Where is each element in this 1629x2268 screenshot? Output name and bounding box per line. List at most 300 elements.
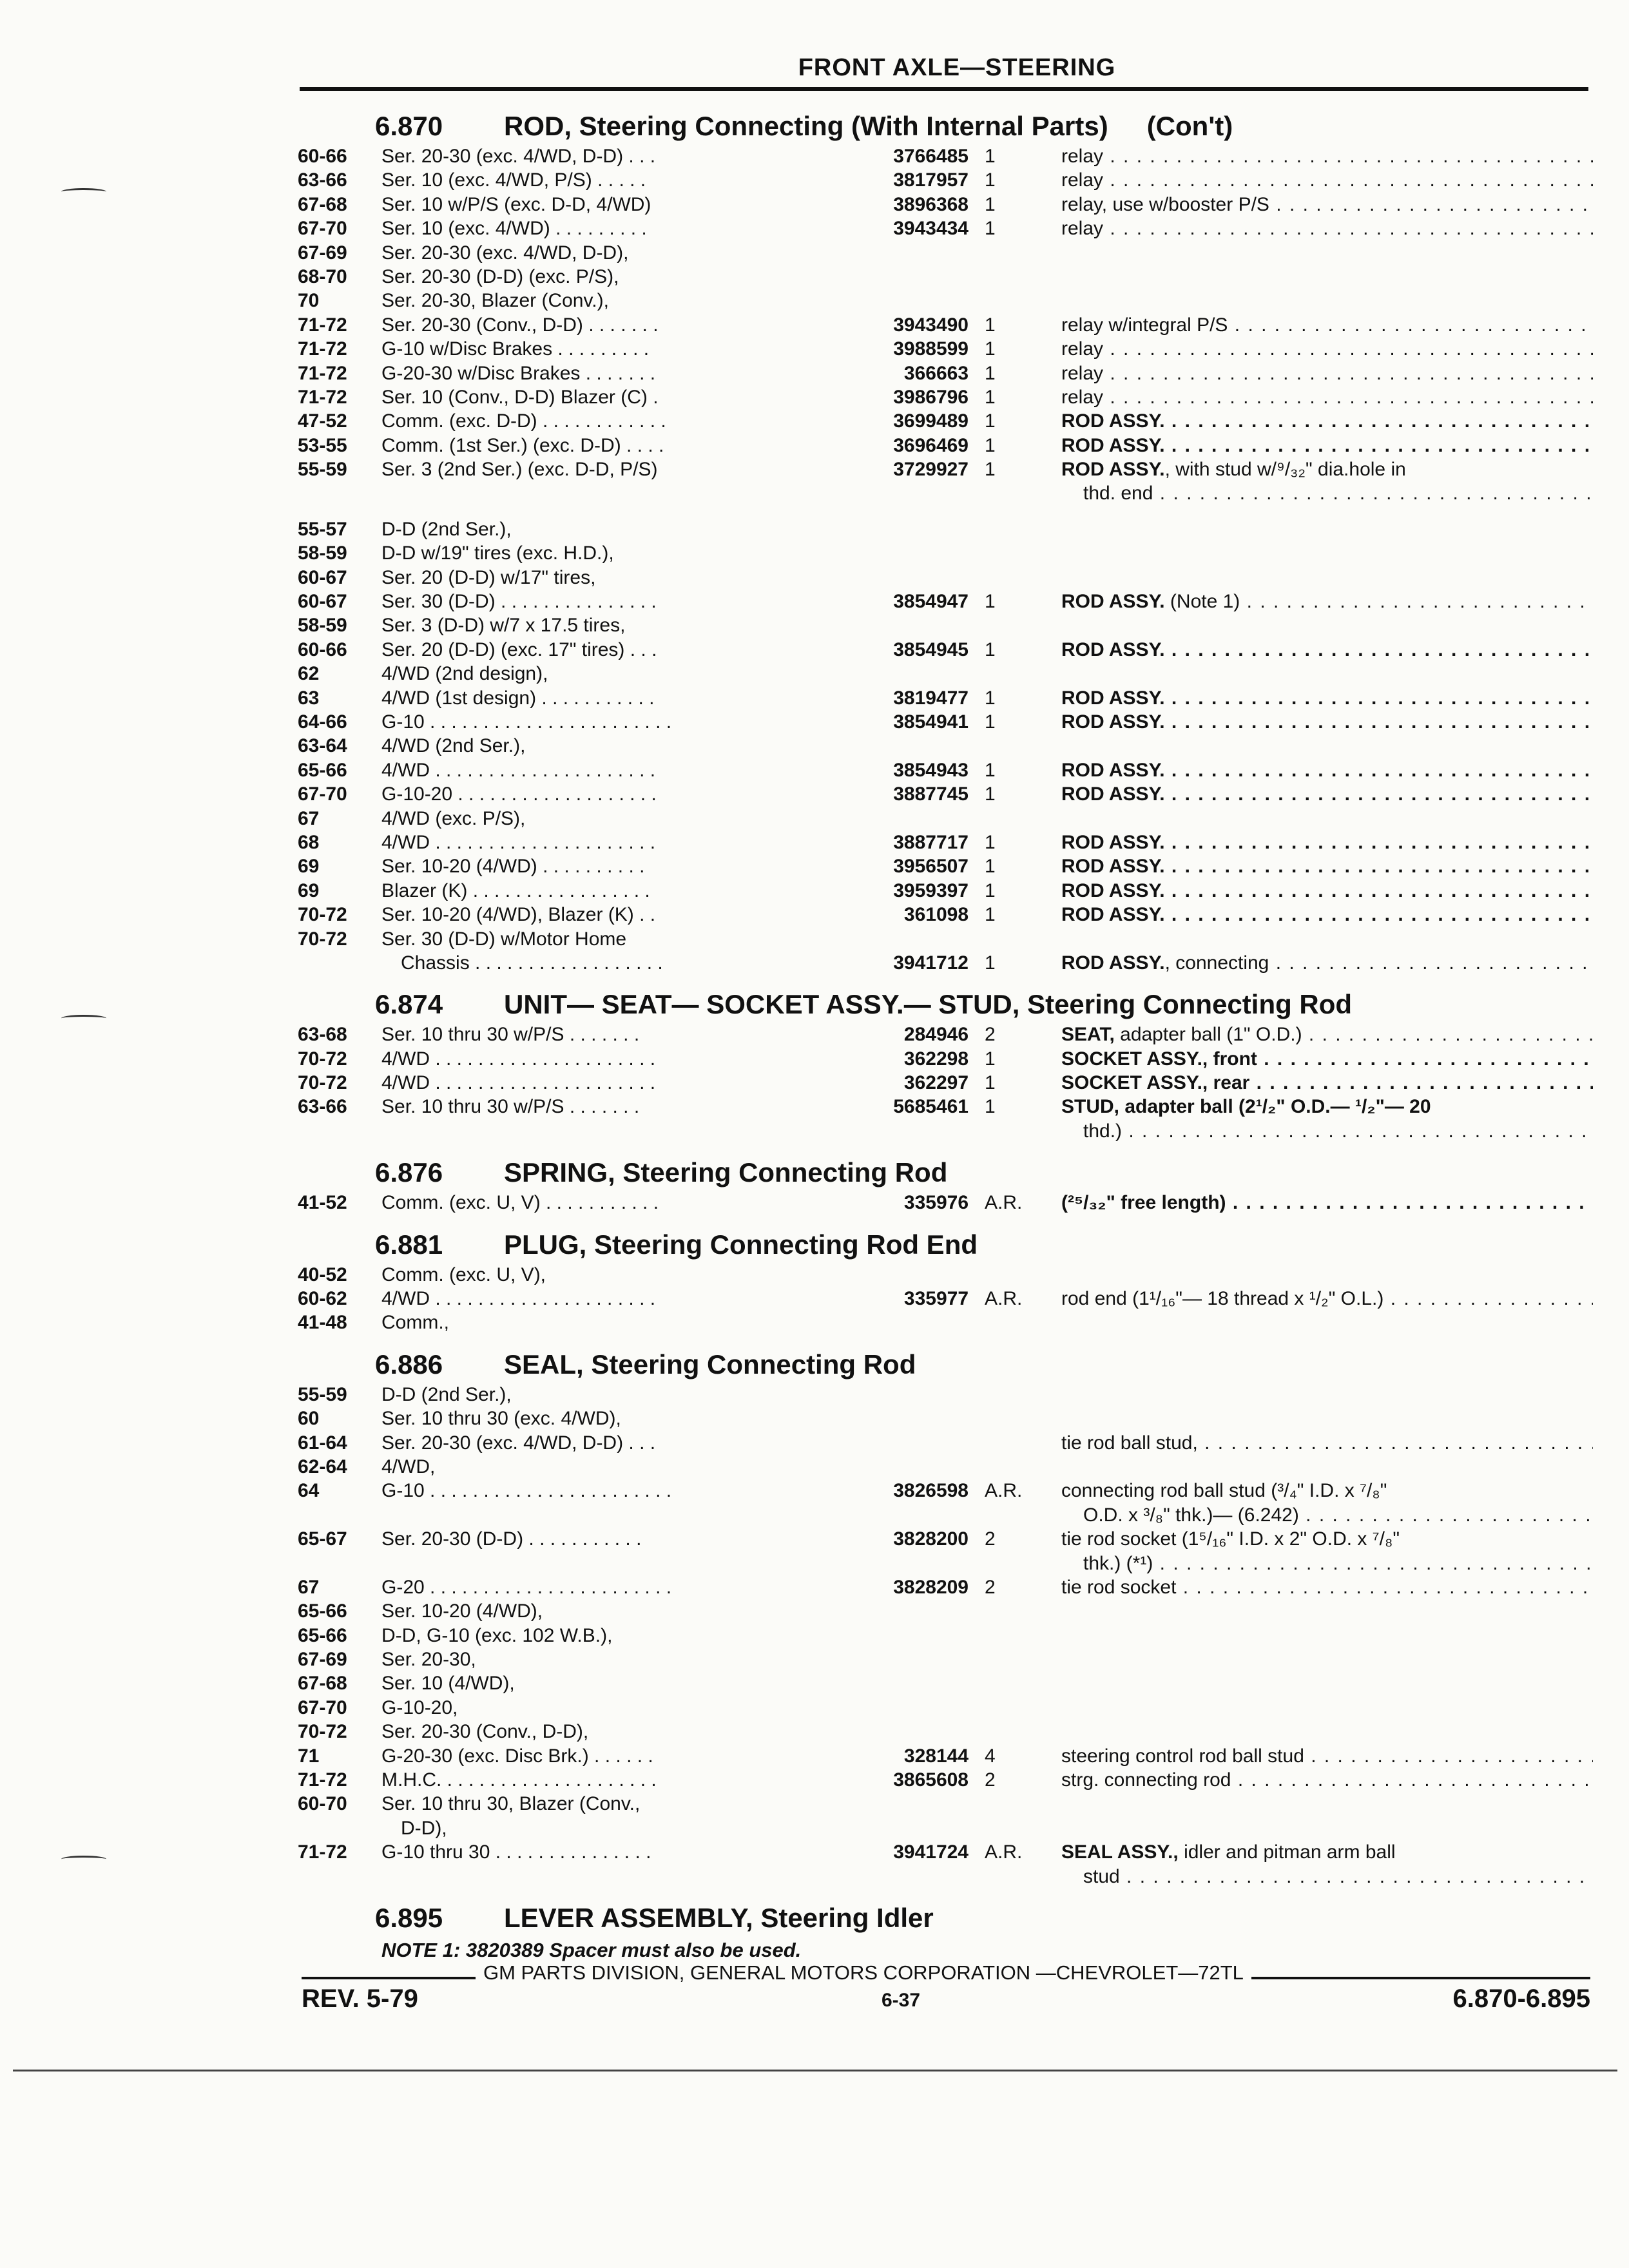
remark-text: ROD ASSY., with stud w/⁹/₃₂" dia.hole in: [1061, 459, 1406, 481]
parts-row: [298, 541, 1593, 565]
model-years: 71-72: [298, 314, 347, 336]
parts-row: [298, 385, 1593, 409]
part-number: 3988599: [813, 337, 969, 361]
parts-row: [298, 241, 1593, 265]
model-years: 62: [298, 663, 320, 685]
part-number: 284946: [813, 1023, 969, 1046]
model-years: 67-68: [298, 1673, 347, 1695]
application-description: G-10 . . . . . . . . . . . . . . . . . . . . . . .: [381, 711, 672, 733]
parts-row: [298, 517, 1593, 541]
parts-row: [298, 854, 1593, 878]
application-description: 4/WD (1st design) . . . . . . . . . . .: [381, 687, 655, 709]
application-description: G-20 . . . . . . . . . . . . . . . . . . . . . . .: [381, 1576, 672, 1598]
quantity: 1: [985, 1096, 996, 1118]
model-years: 67-70: [298, 783, 347, 805]
application-description: Comm. (exc. U, V),: [381, 1264, 546, 1285]
parts-row: [298, 638, 1593, 662]
section-heading: [375, 1347, 1593, 1383]
quantity: 1: [985, 338, 996, 360]
model-years: 60-62: [298, 1288, 347, 1310]
part-number: 3854941: [813, 710, 969, 734]
quantity: 4: [985, 1745, 996, 1767]
application-description: D-D (2nd Ser.),: [381, 518, 512, 540]
section-title: PLUG, Steering Connecting Rod End: [504, 1229, 978, 1260]
quantity: 1: [985, 904, 996, 926]
parts-row: [298, 168, 1593, 192]
model-years: 67-70: [298, 218, 347, 240]
remark-text: ROD ASSY. . . .: [1061, 854, 1593, 878]
remark-text: ROD ASSY. . . .: [1061, 434, 1593, 457]
quantity: 1: [985, 783, 996, 805]
section-title: SEAL, Steering Connecting Rod: [504, 1349, 916, 1379]
section-number: 6.874: [375, 989, 443, 1020]
model-years: 64-66: [298, 711, 347, 733]
remark-emphasis: ROD ASSY.: [1061, 591, 1165, 613]
remark-text: ROD ASSY. . . .: [1061, 686, 1593, 710]
model-years: 47-52: [298, 410, 347, 432]
application-description: M.H.C. . . . . . . . . . . . . . . . . . . . .: [381, 1769, 657, 1791]
part-number: 3943490: [813, 313, 969, 337]
application-description: 4/WD . . . . . . . . . . . . . . . . . . . . .: [381, 1288, 656, 1310]
model-years: 65-66: [298, 1624, 347, 1646]
part-number: 3826598: [813, 1479, 969, 1503]
quantity: 1: [985, 146, 996, 167]
part-number: 366663: [813, 361, 969, 385]
model-years: 60-67: [298, 591, 347, 613]
footer-rule-right: [1251, 1977, 1590, 1979]
section-title: SPRING, Steering Connecting Rod: [504, 1157, 948, 1188]
parts-row: [298, 1575, 1593, 1599]
remark-text: SEAT, adapter ball (1" O.D.) . . .: [1061, 1023, 1593, 1046]
part-number: 3887717: [813, 831, 969, 854]
model-years: 71-72: [298, 1841, 347, 1863]
application-description: D-D),: [401, 1817, 447, 1839]
parts-row: [298, 1624, 1593, 1648]
part-number: 5685461: [813, 1095, 969, 1119]
remark-text: ROD ASSY. . . .: [1061, 710, 1593, 734]
section-gap: [298, 1143, 1593, 1155]
model-years: 67-68: [298, 193, 347, 215]
application-description: Ser. 10 thru 30 w/P/S . . . . . . .: [381, 1024, 640, 1046]
part-number: 3817957: [813, 168, 969, 192]
model-years: 67: [298, 807, 320, 829]
application-description: 4/WD (2nd design),: [381, 663, 548, 685]
model-years: 61-64: [298, 1432, 347, 1454]
model-years: 55-57: [298, 518, 347, 540]
parts-row: [298, 613, 1593, 637]
parts-row: [298, 144, 1593, 168]
header-rule: [300, 87, 1588, 91]
part-number: 3696469: [813, 434, 969, 457]
model-years: 62-64: [298, 1456, 347, 1477]
application-description: Ser. 30 (D-D) . . . . . . . . . . . . . . .: [381, 591, 657, 613]
remark-text: relay . . .: [1061, 337, 1593, 361]
part-number: 3828200: [813, 1527, 969, 1551]
quantity: 2: [985, 1528, 996, 1550]
application-description: Ser. 20-30 (exc. 4/WD, D-D),: [381, 242, 629, 264]
section-number: 6.876: [375, 1157, 443, 1188]
quantity: 1: [985, 1072, 996, 1094]
part-number: 3959397: [813, 879, 969, 903]
model-years: 60-66: [298, 146, 347, 167]
parts-row: [298, 782, 1593, 806]
parts-row: [298, 1792, 1593, 1816]
quantity: A.R.: [985, 1480, 1023, 1502]
parts-row: [298, 1047, 1593, 1071]
remark-emphasis: ROD ASSY.: [1061, 459, 1165, 481]
model-years: 71-72: [298, 338, 347, 360]
model-years: 69: [298, 879, 320, 901]
remark-text: ROD ASSY. . . .: [1061, 758, 1593, 782]
application-description: 4/WD . . . . . . . . . . . . . . . . . . . . .: [381, 759, 656, 781]
application-description: G-10-20,: [381, 1696, 458, 1718]
parts-row: [298, 1479, 1593, 1503]
model-years: 69: [298, 856, 320, 878]
quantity: 1: [985, 879, 996, 901]
model-years: 65-67: [298, 1528, 347, 1550]
remark-text: rod end (1¹/₁₆"— 18 thread x ¹/₂" O.L.) . . .: [1061, 1287, 1593, 1311]
application-description: Ser. 20-30 (exc. 4/WD, D-D) . . .: [381, 146, 656, 167]
application-description: 4/WD,: [381, 1456, 436, 1477]
parts-row: [298, 337, 1593, 361]
parts-row: [298, 590, 1593, 613]
remark-text: SOCKET ASSY., front . . .: [1061, 1047, 1593, 1071]
quantity: A.R.: [985, 1841, 1023, 1863]
application-description: Ser. 10 w/P/S (exc. D-D, 4/WD): [381, 193, 651, 215]
page-header: [300, 54, 1588, 91]
model-years: 58-59: [298, 543, 347, 564]
part-number: 3854943: [813, 758, 969, 782]
model-years: 41-52: [298, 1192, 347, 1214]
part-number: 3854945: [813, 638, 969, 662]
margin-mark: [61, 1856, 106, 1863]
remark-text: ROD ASSY. (Note 1) . . .: [1061, 590, 1593, 613]
section-heading: [375, 108, 1593, 144]
section-heading: [375, 1227, 1593, 1263]
part-number: 3887745: [813, 782, 969, 806]
model-years: 71-72: [298, 1769, 347, 1791]
remark-text: relay . . .: [1061, 385, 1593, 409]
remark-text: relay . . .: [1061, 361, 1593, 385]
model-years: 67-70: [298, 1696, 347, 1718]
remark-text: strg. connecting rod . . .: [1061, 1768, 1593, 1792]
parts-row: [298, 1287, 1593, 1311]
footer-rule-left: [302, 1977, 476, 1979]
application-description: Comm. (1st Ser.) (exc. D-D) . . . .: [381, 434, 664, 456]
remark-text: ROD ASSY. . . .: [1061, 782, 1593, 806]
remark-text: ROD ASSY., connecting . . .: [1061, 951, 1593, 975]
part-number: 3865608: [813, 1768, 969, 1792]
quantity: 1: [985, 169, 996, 191]
model-years: 68: [298, 831, 320, 853]
part-number: 335976: [813, 1191, 969, 1215]
parts-row: [298, 361, 1593, 385]
quantity: 1: [985, 952, 996, 974]
parts-row: [298, 1671, 1593, 1695]
application-description: Ser. 3 (2nd Ser.) (exc. D-D, P/S): [381, 459, 658, 481]
parts-row: [298, 807, 1593, 831]
part-number: 3943434: [813, 216, 969, 240]
application-description: 4/WD (exc. P/S),: [381, 807, 526, 829]
quantity: A.R.: [985, 1192, 1023, 1214]
parts-row: [298, 1191, 1593, 1215]
model-years: 67-69: [298, 242, 347, 264]
remark-emphasis: ROD ASSY.: [1061, 952, 1165, 974]
remark-text: relay, use w/booster P/S . . .: [1061, 193, 1593, 216]
quantity: A.R.: [985, 1288, 1023, 1310]
application-description: G-10-20 . . . . . . . . . . . . . . . . . . .: [381, 783, 657, 805]
parts-row: [298, 1552, 1593, 1575]
quantity: 2: [985, 1024, 996, 1046]
parts-row: [298, 879, 1593, 903]
application-description: G-20-30 w/Disc Brakes . . . . . . .: [381, 362, 656, 384]
section-gap: [298, 1335, 1593, 1347]
remark-text: relay . . .: [1061, 144, 1593, 168]
section-number: 6.870: [375, 111, 443, 141]
model-years: 70: [298, 290, 320, 312]
application-description: Ser. 10 (exc. 4/WD) . . . . . . . . .: [381, 218, 647, 240]
parts-row: [298, 1744, 1593, 1768]
row-gap: [298, 506, 1593, 517]
application-description: D-D, G-10 (exc. 102 W.B.),: [381, 1624, 613, 1646]
part-number: 361098: [813, 903, 969, 927]
application-description: Ser. 20-30, Blazer (Conv.),: [381, 290, 609, 312]
margin-mark: [61, 1015, 106, 1022]
quantity: 1: [985, 218, 996, 240]
model-years: 70-72: [298, 1048, 347, 1070]
parts-row: [298, 566, 1593, 590]
application-description: Ser. 10-20 (4/WD),: [381, 1600, 543, 1622]
quantity: 1: [985, 410, 996, 432]
quantity: 1: [985, 459, 996, 481]
application-description: Ser. 20-30 (Conv., D-D),: [381, 1721, 589, 1743]
model-years: 65-66: [298, 759, 347, 781]
quantity: 2: [985, 1576, 996, 1598]
model-years: 63-66: [298, 169, 347, 191]
model-years: 70-72: [298, 1072, 347, 1094]
application-description: 4/WD (2nd Ser.),: [381, 735, 526, 757]
model-years: 60-70: [298, 1793, 347, 1815]
application-description: Ser. 10 thru 30, Blazer (Conv.,: [381, 1793, 641, 1815]
part-number: 328144: [813, 1744, 969, 1768]
part-number: 3854947: [813, 590, 969, 613]
parts-row: [298, 1840, 1593, 1864]
application-description: Ser. 10-20 (4/WD), Blazer (K) . .: [381, 904, 656, 926]
application-description: Ser. 20 (D-D) (exc. 17" tires) . . .: [381, 639, 657, 660]
model-years: 60-67: [298, 566, 347, 588]
application-description: Ser. 10 (4/WD),: [381, 1673, 515, 1695]
part-number: 3819477: [813, 686, 969, 710]
quantity: 1: [985, 711, 996, 733]
application-description: Ser. 20-30 (exc. 4/WD, D-D) . . .: [381, 1432, 656, 1454]
model-years: 63-68: [298, 1024, 347, 1046]
remark-text: ROD ASSY. . . .: [1061, 409, 1593, 433]
application-description: Comm.,: [381, 1312, 449, 1334]
remark-text: connecting rod ball stud (³/₄" I.D. x ⁷/₈": [1061, 1480, 1387, 1502]
model-years: 68-70: [298, 265, 347, 287]
footer-corporation: GM PARTS DIVISION, GENERAL MOTORS CORPORATION —CHEVROLET—72TL: [483, 1961, 1244, 1984]
parts-row: [298, 1311, 1593, 1334]
model-years: 65-66: [298, 1600, 347, 1622]
remark-text: relay w/integral P/S . . .: [1061, 313, 1593, 337]
application-description: Ser. 10 (exc. 4/WD, P/S) . . . . .: [381, 169, 646, 191]
model-years: 71-72: [298, 362, 347, 384]
parts-row: [298, 1503, 1593, 1527]
part-number: 3956507: [813, 854, 969, 878]
parts-row: [298, 265, 1593, 289]
parts-row: [298, 289, 1593, 312]
model-years: 64: [298, 1480, 320, 1502]
application-description: Blazer (K) . . . . . . . . . . . . . . . . .: [381, 879, 650, 901]
remark-text: SOCKET ASSY., rear . . .: [1061, 1071, 1593, 1095]
section-gap: [298, 975, 1593, 986]
continued-label: (Con't): [1146, 111, 1233, 141]
remark-text: thd. end . . .: [1061, 481, 1593, 505]
model-years: 70-72: [298, 1721, 347, 1743]
page-number: 6-37: [882, 1990, 921, 2011]
application-description: Ser. 20-30 (D-D) (exc. P/S),: [381, 265, 619, 287]
parts-row: [298, 1768, 1593, 1792]
remark-text: ROD ASSY. . . .: [1061, 638, 1593, 662]
quantity: 2: [985, 1769, 996, 1791]
quantity: 1: [985, 687, 996, 709]
application-description: Ser. 20-30 (Conv., D-D) . . . . . . .: [381, 314, 659, 336]
quantity: 1: [985, 362, 996, 384]
model-years: 63: [298, 687, 320, 709]
remark-text: tie rod socket (1⁵/₁₆" I.D. x 2" O.D. x ⁷/₈": [1061, 1528, 1400, 1550]
quantity: 1: [985, 434, 996, 456]
remark-text: relay . . .: [1061, 168, 1593, 192]
application-description: Ser. 10 (Conv., D-D) Blazer (C) .: [381, 386, 659, 408]
parts-row: [298, 1407, 1593, 1430]
model-years: 60-66: [298, 639, 347, 660]
remark-emphasis: SEAT,: [1061, 1024, 1115, 1046]
section-number: 6.895: [375, 1903, 443, 1933]
remark-text: relay . . .: [1061, 216, 1593, 240]
application-description: G-10 . . . . . . . . . . . . . . . . . . . . . . .: [381, 1480, 672, 1502]
remark-text: O.D. x ³/₈" thk.)— (6.242) . . .: [1061, 1503, 1593, 1527]
quantity: 1: [985, 639, 996, 660]
application-description: Ser. 10 thru 30 (exc. 4/WD),: [381, 1408, 621, 1430]
parts-row: [298, 434, 1593, 457]
parts-row: [298, 1599, 1593, 1623]
model-years: 60: [298, 1408, 320, 1430]
application-description: Ser. 10 thru 30 w/P/S . . . . . . .: [381, 1096, 640, 1118]
section-title: LEVER ASSEMBLY, Steering Idler: [504, 1903, 934, 1933]
part-number: 3941712: [813, 951, 969, 975]
parts-row: [298, 1431, 1593, 1455]
parts-row: [298, 734, 1593, 758]
parts-row: [298, 1383, 1593, 1407]
parts-row: [298, 481, 1593, 505]
quantity: 1: [985, 759, 996, 781]
application-description: Ser. 3 (D-D) w/7 x 17.5 tires,: [381, 615, 626, 637]
parts-row: [298, 457, 1593, 481]
application-description: Comm. (exc. D-D) . . . . . . . . . . . .: [381, 410, 666, 432]
parts-row: [298, 903, 1593, 927]
part-number: 362297: [813, 1071, 969, 1095]
part-number: 3729927: [813, 457, 969, 481]
revision-label: REV. 5-79: [302, 1984, 418, 2013]
remark-text: ROD ASSY. . . .: [1061, 879, 1593, 903]
quantity: 1: [985, 314, 996, 336]
parts-row: [298, 710, 1593, 734]
model-years: 55-59: [298, 459, 347, 481]
quantity: 1: [985, 386, 996, 408]
model-years: 67: [298, 1576, 320, 1598]
parts-row: [298, 216, 1593, 240]
remark-text: tie rod socket . . .: [1061, 1575, 1593, 1599]
parts-row: [298, 1095, 1593, 1119]
parts-listing: [298, 108, 1593, 1965]
model-years: 71: [298, 1745, 320, 1767]
application-description: 4/WD . . . . . . . . . . . . . . . . . . . . .: [381, 1072, 656, 1094]
parts-row: [298, 1023, 1593, 1046]
section-title: ROD, Steering Connecting (With Internal Parts): [504, 111, 1108, 141]
parts-row: [298, 1071, 1593, 1095]
part-number: 3941724: [813, 1840, 969, 1864]
remark-text: stud . . .: [1061, 1865, 1593, 1888]
remark-text: SEAL ASSY., idler and pitman arm ball: [1061, 1841, 1396, 1863]
model-years: 41-48: [298, 1312, 347, 1334]
parts-row: [298, 1263, 1593, 1287]
remark-text: (²⁵/₃₂" free length) . . .: [1061, 1191, 1593, 1215]
parts-row: [298, 1119, 1593, 1143]
remark-text: thd.) . . .: [1061, 1119, 1593, 1143]
remark-text: steering control rod ball stud . . .: [1061, 1744, 1593, 1768]
application-description: Ser. 30 (D-D) w/Motor Home: [381, 928, 627, 950]
remark-text: STUD, adapter ball (2¹/₂" O.D.— ¹/₂"— 20: [1061, 1096, 1431, 1118]
remark-text: thk.) (*¹) . . .: [1061, 1552, 1593, 1575]
parts-row: [298, 1816, 1593, 1840]
parts-row: [298, 1648, 1593, 1671]
application-description: G-10 w/Disc Brakes . . . . . . . . .: [381, 338, 650, 360]
part-number: 3699489: [813, 409, 969, 433]
application-description: 4/WD . . . . . . . . . . . . . . . . . . . . .: [381, 831, 656, 853]
parts-row: [298, 313, 1593, 337]
section-number: 6.886: [375, 1349, 443, 1379]
section-gap: [298, 1888, 1593, 1900]
section-gap: [298, 1215, 1593, 1227]
section-heading: [375, 1900, 1593, 1936]
parts-row: [298, 927, 1593, 951]
model-years: 55-59: [298, 1383, 347, 1405]
remark-text: ROD ASSY. . . .: [1061, 903, 1593, 927]
bottom-rule: [13, 2070, 1617, 2071]
application-description: Ser. 20-30,: [381, 1649, 476, 1671]
quantity: 1: [985, 831, 996, 853]
parts-row: [298, 1720, 1593, 1744]
model-years: 71-72: [298, 386, 347, 408]
quantity: 1: [985, 1048, 996, 1070]
application-description: G-10 thru 30 . . . . . . . . . . . . . . .: [381, 1841, 651, 1863]
application-description: Chassis . . . . . . . . . . . . . . . . . .: [401, 952, 663, 974]
application-description: Ser. 10-20 (4/WD) . . . . . . . . . .: [381, 856, 645, 878]
part-number: 3766485: [813, 144, 969, 168]
parts-row: [298, 1865, 1593, 1888]
model-years: 58-59: [298, 615, 347, 637]
application-description: Comm. (exc. U, V) . . . . . . . . . . .: [381, 1192, 659, 1214]
application-description: 4/WD . . . . . . . . . . . . . . . . . . . . .: [381, 1048, 656, 1070]
application-description: D-D (2nd Ser.),: [381, 1383, 512, 1405]
parts-row: [298, 409, 1593, 433]
margin-mark: [61, 188, 106, 195]
application-description: Ser. 20-30 (D-D) . . . . . . . . . . .: [381, 1528, 642, 1550]
model-years: 70-72: [298, 904, 347, 926]
parts-row: [298, 758, 1593, 782]
quantity: 1: [985, 193, 996, 215]
part-number: 362298: [813, 1047, 969, 1071]
